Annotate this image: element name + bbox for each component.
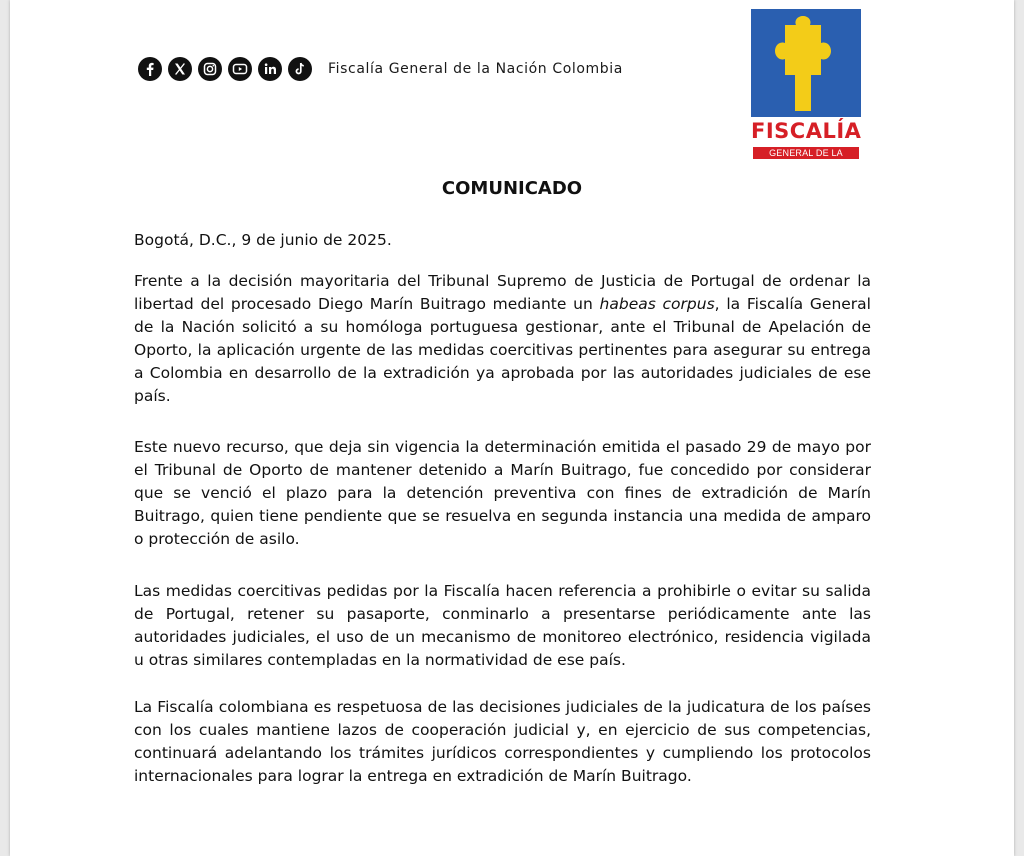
- youtube-icon[interactable]: [228, 57, 252, 81]
- instagram-icon[interactable]: [198, 57, 222, 81]
- document-date: Bogotá, D.C., 9 de junio de 2025.: [134, 231, 392, 249]
- paragraph-4: La Fiscalía colombiana es respetuosa de las decisiones judiciales de la judicatura de los países con los cuales mantiene lazos de cooperación judicial y, en ejercicio de sus competencias, continuará adelantando los trámites jurídicos correspondientes y cumpliendo los protocolos internacionales para lograr la entrega en extradición de Marín Buitrago.: [134, 698, 871, 785]
- paragraph-1-italic: habeas corpus: [599, 295, 715, 313]
- organization-name: Fiscalía General de la Nación Colombia: [328, 61, 623, 77]
- paragraph-3: Las medidas coercitivas pedidas por la Fiscalía hacen referencia a prohibirle o evitar su salida de Portugal, retener su pasaporte, conminarlo a presentarse periódicamente ante las autoridades judiciales, el uso de un mecanismo de monitoreo electrónico, residencia vigilada u otras similares contempladas en la normatividad de ese país.: [134, 582, 871, 669]
- fiscalia-logo: [751, 9, 862, 170]
- paragraph-1: [134, 270, 871, 408]
- linkedin-icon[interactable]: [258, 57, 282, 81]
- paragraph-1-part-2: , la Fiscalía General de la Nación solicitó a su homóloga portuguesa gestionar, ante el Tribunal de Apelación de Oporto, la aplicación urgente de las medidas coercitivas pertinentes para asegurar su entrega a Colombia en desarrollo de la extradición ya aprobada por las autoridades judiciales de ese país.: [134, 295, 871, 405]
- social-links: [138, 57, 623, 81]
- logo-emblem: [751, 9, 861, 117]
- x-icon[interactable]: [168, 57, 192, 81]
- tiktok-icon[interactable]: [288, 57, 312, 81]
- paragraph-2: Este nuevo recurso, que deja sin vigencia la determinación emitida el pasado 29 de mayo por el Tribunal de Oporto de mantener detenido a Marín Buitrago, fue concedido por considerar que se venció el plazo para la detención preventiva con fines de extradición de Marín Buitrago, quien tiene pendiente que se resuelva en segunda instancia una medida de amparo o protección de asilo.: [134, 438, 871, 548]
- facebook-icon[interactable]: [138, 57, 162, 81]
- document-page: [10, 0, 1014, 856]
- paragraph-1-part-1: Frente a la decisión mayoritaria del Tribunal Supremo de Justicia de Portugal de ordenar la libertad del procesado Diego Marín Buitrago mediante un: [134, 272, 871, 313]
- puzzle-piece-icon: [751, 9, 861, 117]
- logo-wordmark: FISCALÍA: [751, 119, 862, 143]
- document-title: COMUNICADO: [441, 178, 583, 199]
- logo-subtitle: GENERAL DE LA NACIÓN: [753, 147, 859, 159]
